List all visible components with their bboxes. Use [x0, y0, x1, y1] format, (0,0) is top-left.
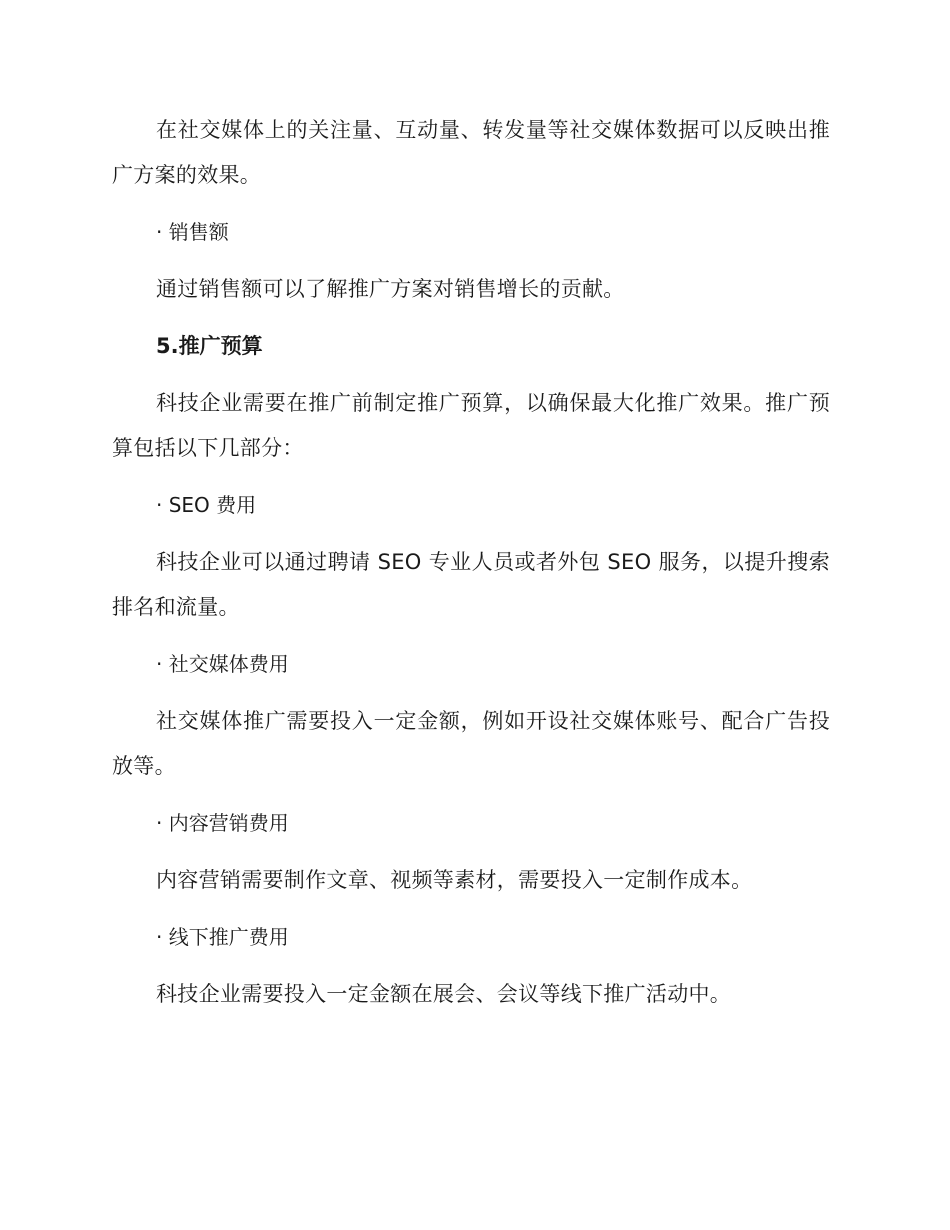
- bullet-social-media-cost: · 社交媒体费用: [156, 652, 289, 676]
- para-content-marketing-cost: 内容营销需要制作文章、视频等素材，需要投入一定制作成本。: [156, 868, 753, 892]
- bullet-content-marketing-cost: · 内容营销费用: [156, 811, 289, 835]
- para-sales: 通过销售额可以了解推广方案对销售增长的贡献。: [156, 277, 625, 301]
- para-seo-cost: 科技企业可以通过聘请 SEO 专业人员或者外包 SEO 服务，以提升搜索排名和流量。: [112, 550, 830, 619]
- bullet-seo-cost: · SEO 费用: [156, 493, 257, 517]
- para-social-media-cost: 社交媒体推广需要投入一定金额，例如开设社交媒体账号、配合广告投放等。: [112, 709, 830, 778]
- para-offline-promotion-cost: 科技企业需要投入一定金额在展会、会议等线下推广活动中。: [156, 982, 732, 1006]
- para-budget-intro: 科技企业需要在推广前制定推广预算，以确保最大化推广效果。推广预算包括以下几部分：: [112, 391, 830, 460]
- para-social-media-data: 在社交媒体上的关注量、互动量、转发量等社交媒体数据可以反映出推广方案的效果。: [112, 118, 830, 187]
- bullet-offline-promotion-cost: · 线下推广费用: [156, 925, 289, 949]
- document-page: [112, 108, 830, 1029]
- bullet-sales: · 销售额: [156, 220, 229, 244]
- heading-promotion-budget: 5.推广预算: [156, 334, 263, 358]
